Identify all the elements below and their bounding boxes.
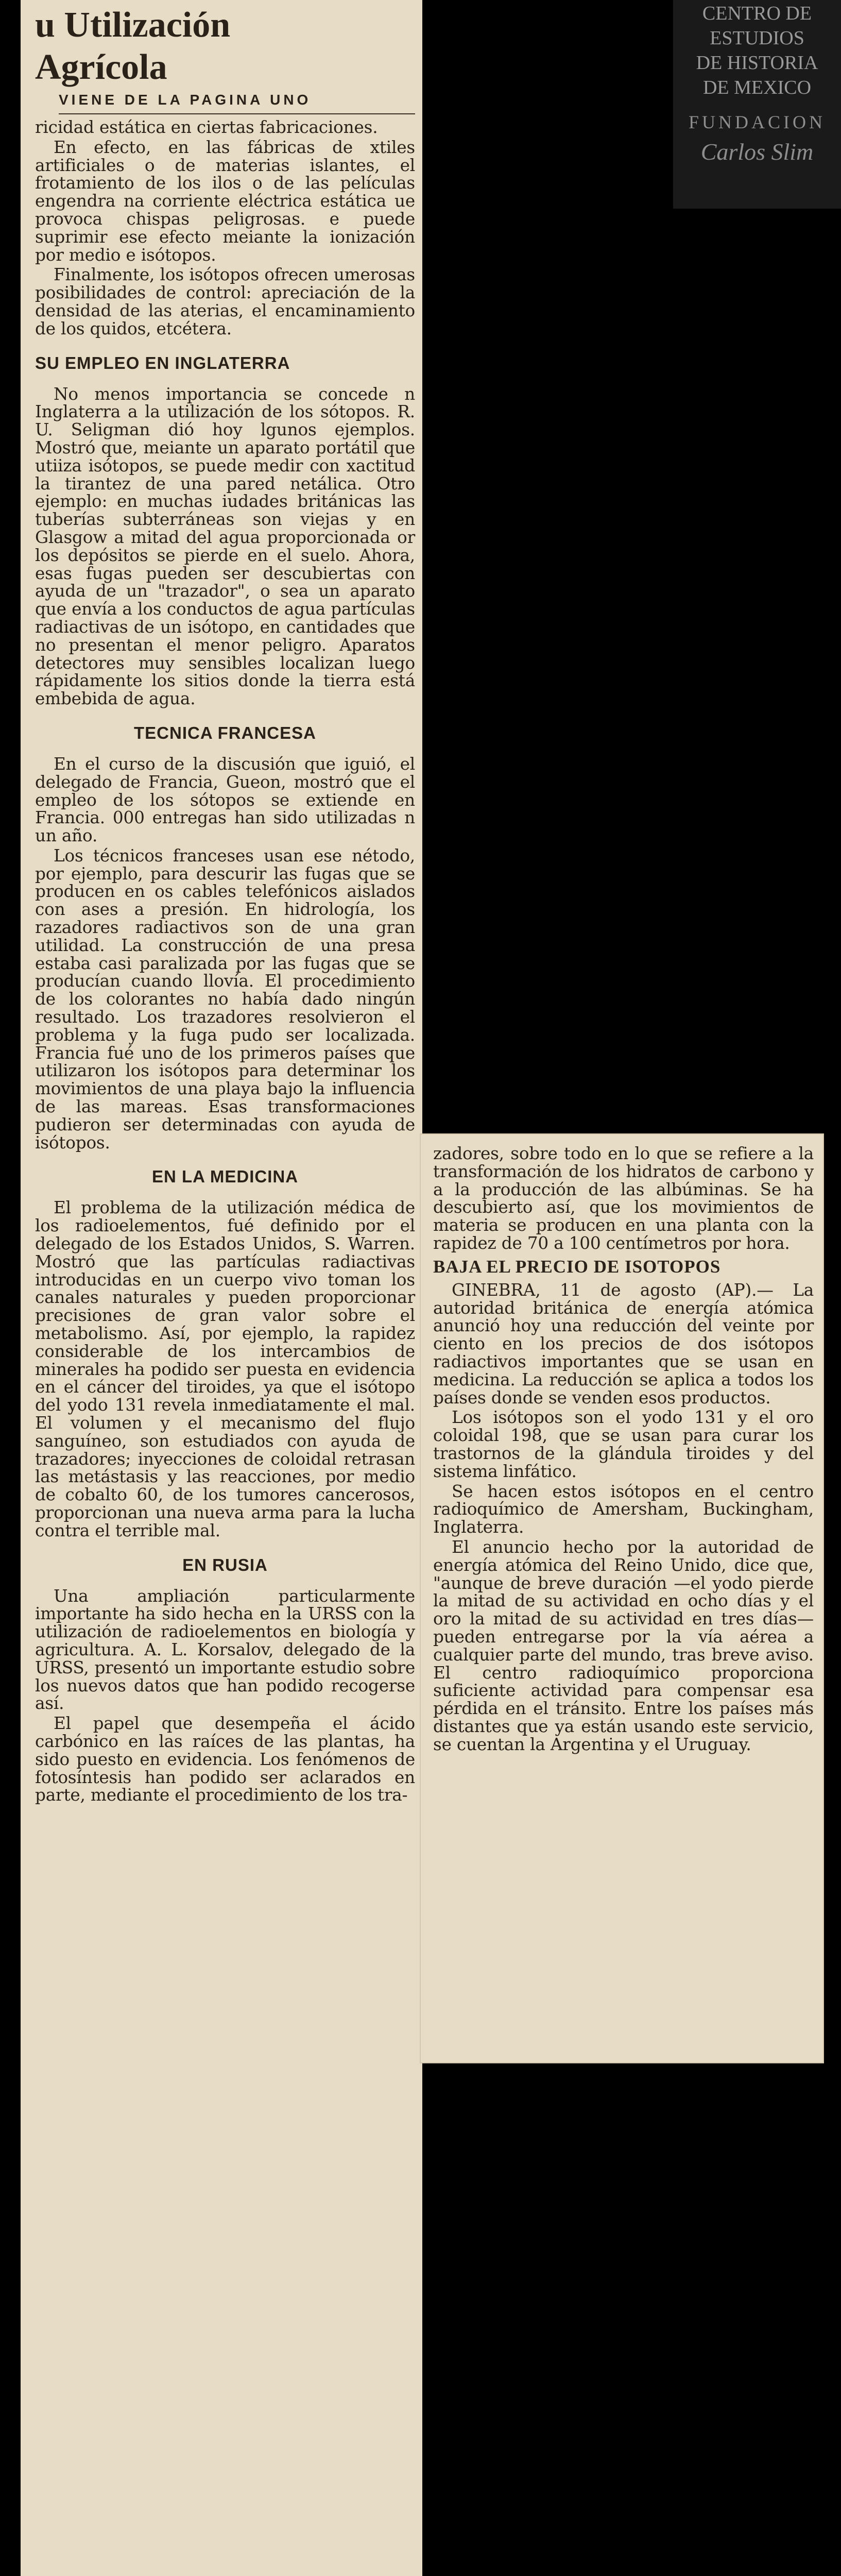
stamp-signature: Carlos Slim <box>700 139 814 165</box>
section-paragraph: Una ampliación particularmente importante ha sido hecha en la URSS con la utilización de radioelementos en biología y agricultura. A. L. Korsalov, delegado de la URSS, presentó un importante estudio sobre los nuevos datos que han podido recogerse así. <box>35 1586 415 1714</box>
dateline-paragraph: GINEBRA, 11 de agosto (AP).— La autoridad británica de energía atómica anunció hoy una reducción del veinte por ciento en los precios de dos isótopos radiactivos importantes que se usan en medicina. La reducción se aplica a todos los países donde se venden esos productos. <box>433 1280 814 1408</box>
intro-paragraph: ricidad estática en ciertas fabricaciones. <box>35 117 378 137</box>
intro-paragraph: Finalmente, los isótopos ofrecen umerosas posibilidades de control: apreciación de la densidad de las aterias, el encaminamiento de los quidos, etcétera. <box>35 265 415 338</box>
continued-from-label: VIENE DE LA PAGINA UNO <box>59 92 415 114</box>
section-paragraph: El problema de la utilización médica de los radioelementos, fué definido por el delegado de los Estados Unidos, S. Warren. Mostró que las partículas radiactivas introducidas en un cuerpo vivo toman los canales naturales y pueden proporcionar precisiones de gran valor sobre el metabolismo. Así, por ejemplo, la rapidez considerable de los intercambios de minerales ha podido ser puesta en evidencia en el cáncer del tiroides, ya que el isótopo del yodo 131 revela inmediatamente el mal. El volumen y el mecanismo del flujo sanguíneo, son estudiados con ayuda de trazadores; inyecciones de coloidal retrasan las metástasis y las reacciones, por medio de cobalto 60, de los tumores cancerosos, proporcionan una nueva arma para la lucha contra el terrible mal. <box>35 1198 415 1540</box>
stamp-line: CENTRO DE <box>702 3 812 24</box>
main-clipping <box>21 0 422 2576</box>
headline <box>35 4 415 89</box>
section-heading-francia: TECNICA FRANCESA <box>134 723 316 742</box>
section-heading-medicina: EN LA MEDICINA <box>151 1167 299 1187</box>
side-paragraph: Se hacen estos isótopos en el centro radioquímico de Amersham, Buckingham, Inglaterra. <box>433 1481 814 1537</box>
section-paragraph: El papel que desempeña el ácido carbónico en las raíces de las plantas, ha sido puesto en evidencia. Los fenómenos de fotosíntesis han podido ser aclarados en parte, mediante el procedimiento de los tra- <box>35 1714 415 1805</box>
stamp-line: DE HISTORIA <box>696 52 818 74</box>
intro-paragraph: En efecto, en las fábricas de xtiles artificiales o de materias islantes, el frotamiento de los ilos o de las películas engendra na corriente eléctrica estática ue provoca chispas peligrosas. e puede suprimir ese efecto meiante la ionización por medio e isótopos. <box>35 137 415 265</box>
continuation-paragraph: zadores, sobre todo en lo que se refiere a la transformación de los hidratos de carbono y a la producción de las albúminas. Se ha descubierto así, que los movimientos de materia se producen en una planta con la rapidez de 70 a 100 centímetros por hora. <box>433 1144 814 1253</box>
section-heading-inglaterra: SU EMPLEO EN INGLATERRA <box>35 353 290 372</box>
side-paragraph: El anuncio hecho por la autoridad de energía atómica del Reino Unido, dice que, "aunque de breve duración —el yodo pierde la mitad de su actividad en ocho días y el oro la mitad de su actividad en tres días— pueden entregarse por la vía aérea a cualquier parte del mundo, tras breve aviso. El centro radioquímico proporciona suficiente actividad para compensar esa pérdida en el tránsito. Entre los países más distantes que ya están usando este servicio, se cuentan la Argentina y el Uruguay. <box>433 1537 814 1754</box>
stamp-line: DE MEXICO <box>702 77 812 98</box>
section-paragraph: No menos importancia se concede n Inglaterra a la utilización de los sótopos. R. U. Seligman dió hoy lgunos ejemplos. Mostró que, meiante un aparato portátil que utiiza isótopos, se puede medir con xactitud la tirantez de una pared netálica. Otro ejemplo: en muchas iudades británicas las tuberías subterráneas son viejas y en Glasgow a mitad del agua proporcionada or los depósitos se pierde en el suelo. Ahora, esas fugas pueden ser descubiertas con ayuda de un "trazador", o sea un aparato que envía a los conductos de agua partículas radiactivas de un isótopo, en cantidades que no presentan el menor peligro. Aparatos detectores muy sensibles localizan luego rápidamente los sitios donde la tierra está embebida de agua. <box>35 384 415 709</box>
section-paragraph: En el curso de la discusión que iguió, el delegado de Francia, Gueon, mostró que el empleo de los sótopos se extiende en Francia. 000 entregas han sido utilizadas n un año. <box>35 754 415 846</box>
section-heading-precio: BAJA EL PRECIO DE ISOTOPOS <box>433 1256 721 1277</box>
side-paragraph: Los isótopos son el yodo 131 y el oro coloidal 198, que se usan para curar los trastornos de la glándula tiroides y del sistema linfático. <box>433 1408 814 1481</box>
section-paragraph: Los técnicos franceses usan ese nétodo, por ejemplo, para descurir las fugas que se producen en os cables telefónicos aislados con ases a presión. En hidrología, los razadores radiactivos son de una gran utilidad. La construcción de una presa estaba casi paralizada por las fugas que se producían cuando llovía. El procedimiento de los colorantes no había dado ningún resultado. Los trazadores resolvieron el problema y la fuga pudo ser localizada. Francia fué uno de los primeros países que utilizaron los isótopos para determinar los movimientos de una playa bajo la influencia de las mareas. Esas transformaciones pudieron ser determinadas con ayuda de isótopos. <box>35 845 415 1153</box>
stamp-line: ESTUDIOS <box>710 27 804 49</box>
section-heading-rusia: EN RUSIA <box>182 1555 268 1574</box>
stamp-fundacion: FUNDACION <box>688 112 826 132</box>
headline-line-2: Agrícola <box>35 47 167 87</box>
side-clipping <box>420 1133 824 2063</box>
archive-stamp <box>673 0 841 209</box>
headline-line-1: u Utilización <box>35 5 231 45</box>
